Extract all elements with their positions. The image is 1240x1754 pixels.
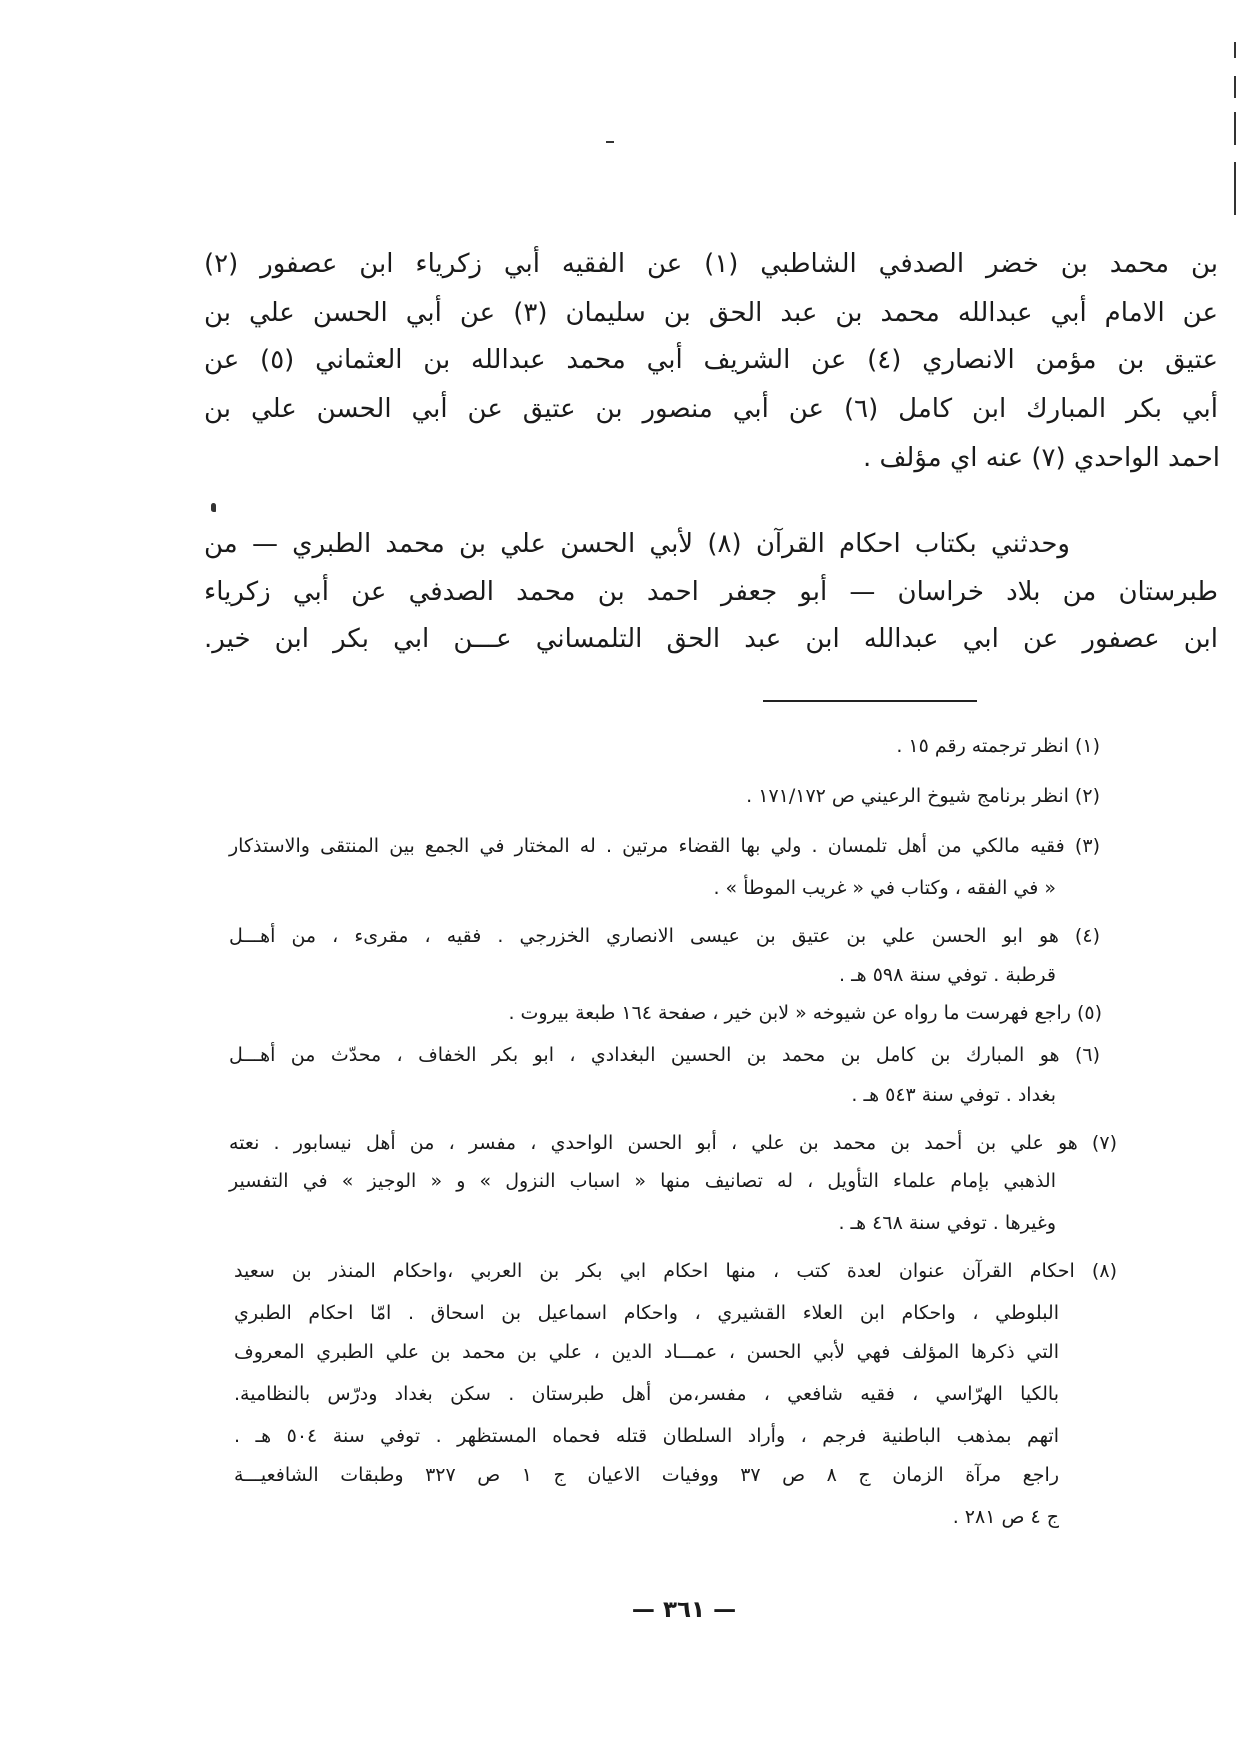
footnote-line: بغداد . توفي سنة ٥٤٣ هـ .: [851, 1084, 1056, 1106]
main-text-line: بن محمد بن خضر الصدفي الشاطبي (١) عن الفقيه أبي زكرياء ابن عصفور (٢): [204, 249, 1218, 279]
main-text-line: احمد الواحدي (٧) عنه اي مؤلف .: [862, 443, 1220, 473]
footnote-line: (٤) هو ابو الحسن علي بن عتيق بن عيسى الانصاري الخزرجي . فقيه ، مقرىء ، من أهـــل: [229, 925, 1100, 947]
footnote-line: (٦) هو المبارك بن كامل بن محمد بن الحسين البغدادي ، ابو بكر الخفاف ، محدّث من أهـــل: [229, 1044, 1100, 1066]
footnote-line: وغيرها . توفي سنة ٤٦٨ هـ .: [838, 1212, 1056, 1234]
scan-artifact: [1234, 162, 1236, 215]
footnote-separator: [763, 700, 977, 702]
footnote-line: « في الفقه ، وكتاب في « غريب الموطأ » .: [713, 877, 1056, 899]
scan-artifact: [606, 141, 614, 143]
main-text-line: طبرستان من بلاد خراسان — أبو جعفر احمد بن محمد الصدفي عن أبي زكرياء: [204, 577, 1218, 607]
main-text-line: عن الامام أبي عبدالله محمد بن عبد الحق بن سليمان (٣) عن أبي الحسن علي بن: [204, 298, 1218, 328]
footnote-line: (٣) فقيه مالكي من أهل تلمسان . ولي بها القضاء مرتين . له المختار في الجمع بين المنتقى والاستذكار: [229, 835, 1100, 857]
footnote-line: قرطبة . توفي سنة ٥٩٨ هـ .: [838, 964, 1056, 986]
main-text-line: عتيق بن مؤمن الانصاري (٤) عن الشريف أبي محمد عبدالله بن العثماني (٥) عن: [204, 345, 1218, 375]
footnote-line: ج ٤ ص ٢٨١ .: [952, 1506, 1059, 1528]
main-text-line: ابن عصفور عن ابي عبدالله ابن عبد الحق التلمساني عـــن ابي بكر ابن خير.: [204, 624, 1218, 654]
main-text-line: وحدثني بكتاب احكام القرآن (٨) لأبي الحسن علي بن محمد الطبري — من: [204, 529, 1070, 559]
footnote-line: (٢) انظر برنامج شيوخ الرعيني ص ١٧١/١٧٢ .: [746, 785, 1100, 807]
footnote-line: (٨) احكام القرآن عنوان لعدة كتب ، منها احكام ابي بكر بن العربي ،واحكام المنذر بن سعيد: [234, 1260, 1117, 1282]
footnote-line: البلوطي ، واحكام ابن العلاء القشيري ، واحكام اسماعيل بن اسحاق . امّا احكام الطبري: [234, 1302, 1059, 1324]
footnote-line: (٥) راجع فهرست ما رواه عن شيوخه « لابن خير ، صفحة ١٦٤ طبعة بيروت .: [508, 1002, 1102, 1024]
scan-artifact: [1234, 112, 1236, 145]
footnote-line: الذهبي بإمام علماء التأويل ، له تصانيف منها « اسباب النزول » و « الوجيز » في التفسير: [229, 1170, 1056, 1192]
footnote-line: اتهم بمذهب الباطنية فرجم ، وأراد السلطان قتله فحماه المستظهر . توفي سنة ٥٠٤ هـ .: [234, 1425, 1059, 1447]
scan-artifact: [211, 503, 216, 512]
footnote-line: راجع مرآة الزمان ج ٨ ص ٣٧ ووفيات الاعيان ج ١ ص ٣٢٧ وطبقات الشافعيـــة: [234, 1464, 1059, 1486]
scan-artifact: [1234, 76, 1236, 98]
footnote-line: (٧) هو علي بن أحمد بن محمد بن علي ، أبو الحسن الواحدي ، مفسر ، من أهل نيسابور . نعته: [229, 1132, 1117, 1154]
page-number: — ٣٦١ —: [631, 1597, 737, 1623]
footnote-line: (١) انظر ترجمته رقم ١٥ .: [896, 735, 1100, 757]
main-text-line: أبي بكر المبارك ابن كامل (٦) عن أبي منصور بن عتيق عن أبي الحسن علي بن: [204, 394, 1219, 424]
footnote-line: بالكيا الهرّاسي ، فقيه شافعي ، مفسر،من أهل طبرستان . سكن بغداد ودرّس بالنظامية.: [234, 1383, 1059, 1405]
footnote-line: التي ذكرها المؤلف فهي لأبي الحسن ، عمـــاد الدين ، علي بن محمد بن علي الطبري المعروف: [234, 1341, 1059, 1363]
scan-artifact: [1234, 42, 1236, 58]
